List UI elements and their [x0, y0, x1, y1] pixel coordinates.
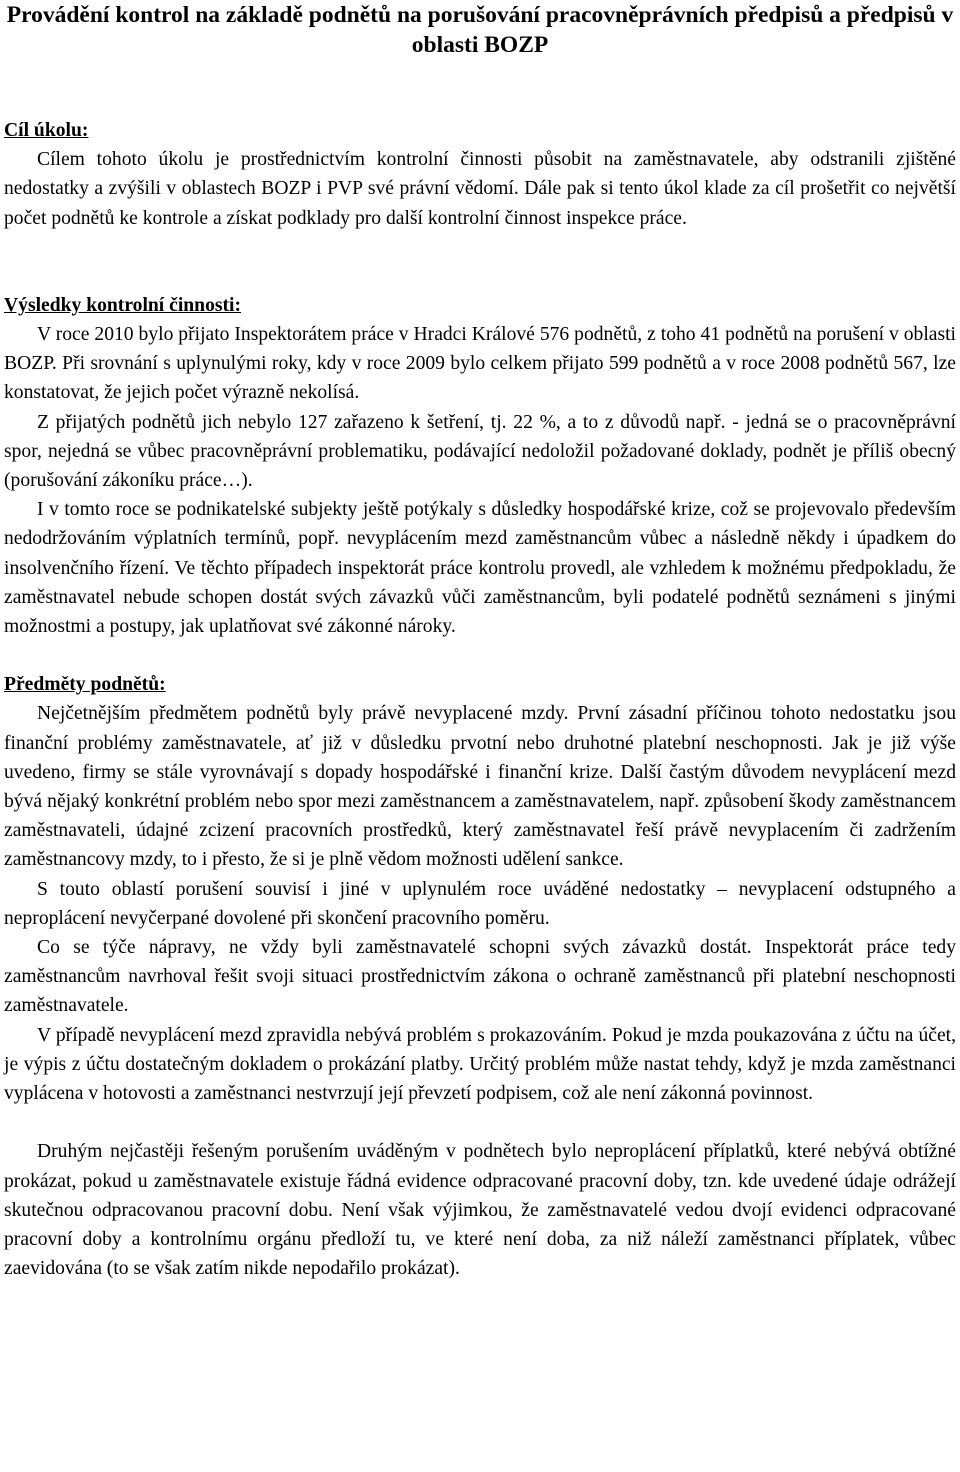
document-title: Provádění kontrol na základě podnětů na porušování pracovněprávních předpisů a předpisů v oblasti BOZP: [6, 2, 954, 58]
section-heading-subjects: Předměty podnětů:: [4, 674, 166, 696]
spacer: [4, 60, 956, 116]
subjects-paragraph-4: V případě nevyplácení mezd zpravidla nebývá problém s prokazováním. Pokud je mzda poukazována z účtu na účet, je výpis z účtu dostatečným dokladem o prokázání platby. Určitý problém může nastat tehdy, když je mzda zaměstnanci vyplácena v hotovosti a zaměstnanci nestvrzují její převzetí podpisem, což ale není zákonná povinnost.: [4, 1024, 956, 1105]
subjects-paragraph-3: Co se týče nápravy, ne vždy byli zaměstnavatelé schopni svých závazků dostát. Inspektorát práce tedy zaměstnancům navrhoval řešit svoji situaci prostřednictvím zákona o ochraně zaměstnanců při platební neschopnosti zaměstnavatele.: [4, 937, 956, 1017]
spacer: [4, 641, 956, 670]
subjects-paragraph-5: Druhým nejčastěji řešeným porušením uváděným v podnětech bylo neproplácení příplatků, které nebývá obtížné prokázat, pokud u zaměstnavatele existuje řádná evidence odpracované pracovní doby, tzn. kde uvedené údaje odrážejí skutečnou odpracovanou pracovní dobu. Není však výjimkou, že zaměstnavatelé vedou dvojí evidenci odpracované pracovní doby a kontrolnímu orgánu předloží tu, ve které není doba, za niž náleží zaměstnanci příplatek, vůbec zaevidována (to se však zatím nikde nepodařilo prokázat).: [4, 1141, 956, 1280]
results-paragraph-1: V roce 2010 bylo přijato Inspektorátem práce v Hradci Králové 576 podnětů, z toho 41 podnětů na porušení v oblasti BOZP. Při srovnání s uplynulými roky, kdy v roce 2009 bylo celkem přijato 599 podnětů a v roce 2008 podnětů 567, lze konstatovat, že jejich počet výrazně nekolísá.: [4, 324, 956, 404]
section-heading-goal: Cíl úkolu:: [4, 120, 89, 141]
results-paragraph-3: I v tomto roce se podnikatelské subjekty ještě potýkaly s důsledky hospodářské krize, což se projevovalo především nedodržováním výplatních termínů, popř. nevyplácením mezd zaměstnancům vůbec a následně někdy i úpadkem do insolvenčního řízení. Ve těchto případech inspektorát práce kontrolu provedl, ale vzhledem k možnému předpokladu, že zaměstnavatel nebude schopen dostát svých závazků vůči zaměstnancům, byli podatelé podnětů seznámeni s jinými možnostmi a postupy, jak uplatňovat své zákonné nároky.: [4, 499, 956, 638]
goal-paragraph: Cílem tohoto úkolu je prostřednictvím kontrolní činnosti působit na zaměstnavatele, aby odstranili zjištěné nedostatky a zvýšili v oblastech BOZP i PVP své právní vědomí. Dále pak si tento úkol klade za cíl prošetřit co největší počet podnětů ke kontrole a získat podklady pro další kontrolní činnost inspekce práce.: [4, 149, 956, 229]
spacer: [4, 1108, 956, 1137]
spacer: [4, 233, 956, 262]
subjects-paragraph-1: Nejčetnějším předmětem podnětů byly právě nevyplacené mzdy. První zásadní příčinou tohoto nedostatku jsou finanční problémy zaměstnavatele, ať již v důsledku prvotní nebo druhotné platební neschopnosti. Jak je již výše uvedeno, firmy se stále vyrovnávají s dopady hospodářské i finanční krize. Další častým důvodem nevyplácení mezd bývá nějaký konkrétní problém nebo spor mezi zaměstnancem a zaměstnavatelem, např. způsobení škody zaměstnancem zaměstnavateli, údajné zcizení pracovních prostředků, který zaměstnavatel řeší právě nevyplacením či zadržením zaměstnancovy mzdy, to i přesto, že si je plně vědom možnosti udělení sankce.: [4, 703, 956, 871]
section-heading-results: Výsledky kontrolní činnosti:: [4, 294, 241, 316]
results-paragraph-2: Z přijatých podnětů jich nebylo 127 zařazeno k šetření, tj. 22 %, a to z důvodů např. - jedná se o pracovněprávní spor, nejedná se vůbec pracovněprávní problematiku, podávající nedoložil požadované doklady, podnět je příliš obecný (porušování zákoníku práce…).: [4, 411, 956, 492]
spacer: [4, 262, 956, 291]
subjects-paragraph-2: S touto oblastí porušení souvisí i jiné v uplynulém roce uváděné nedostatky – nevyplacení odstupného a neproplácení nevyčerpané dovolené při skončení pracovního poměru.: [4, 878, 956, 929]
